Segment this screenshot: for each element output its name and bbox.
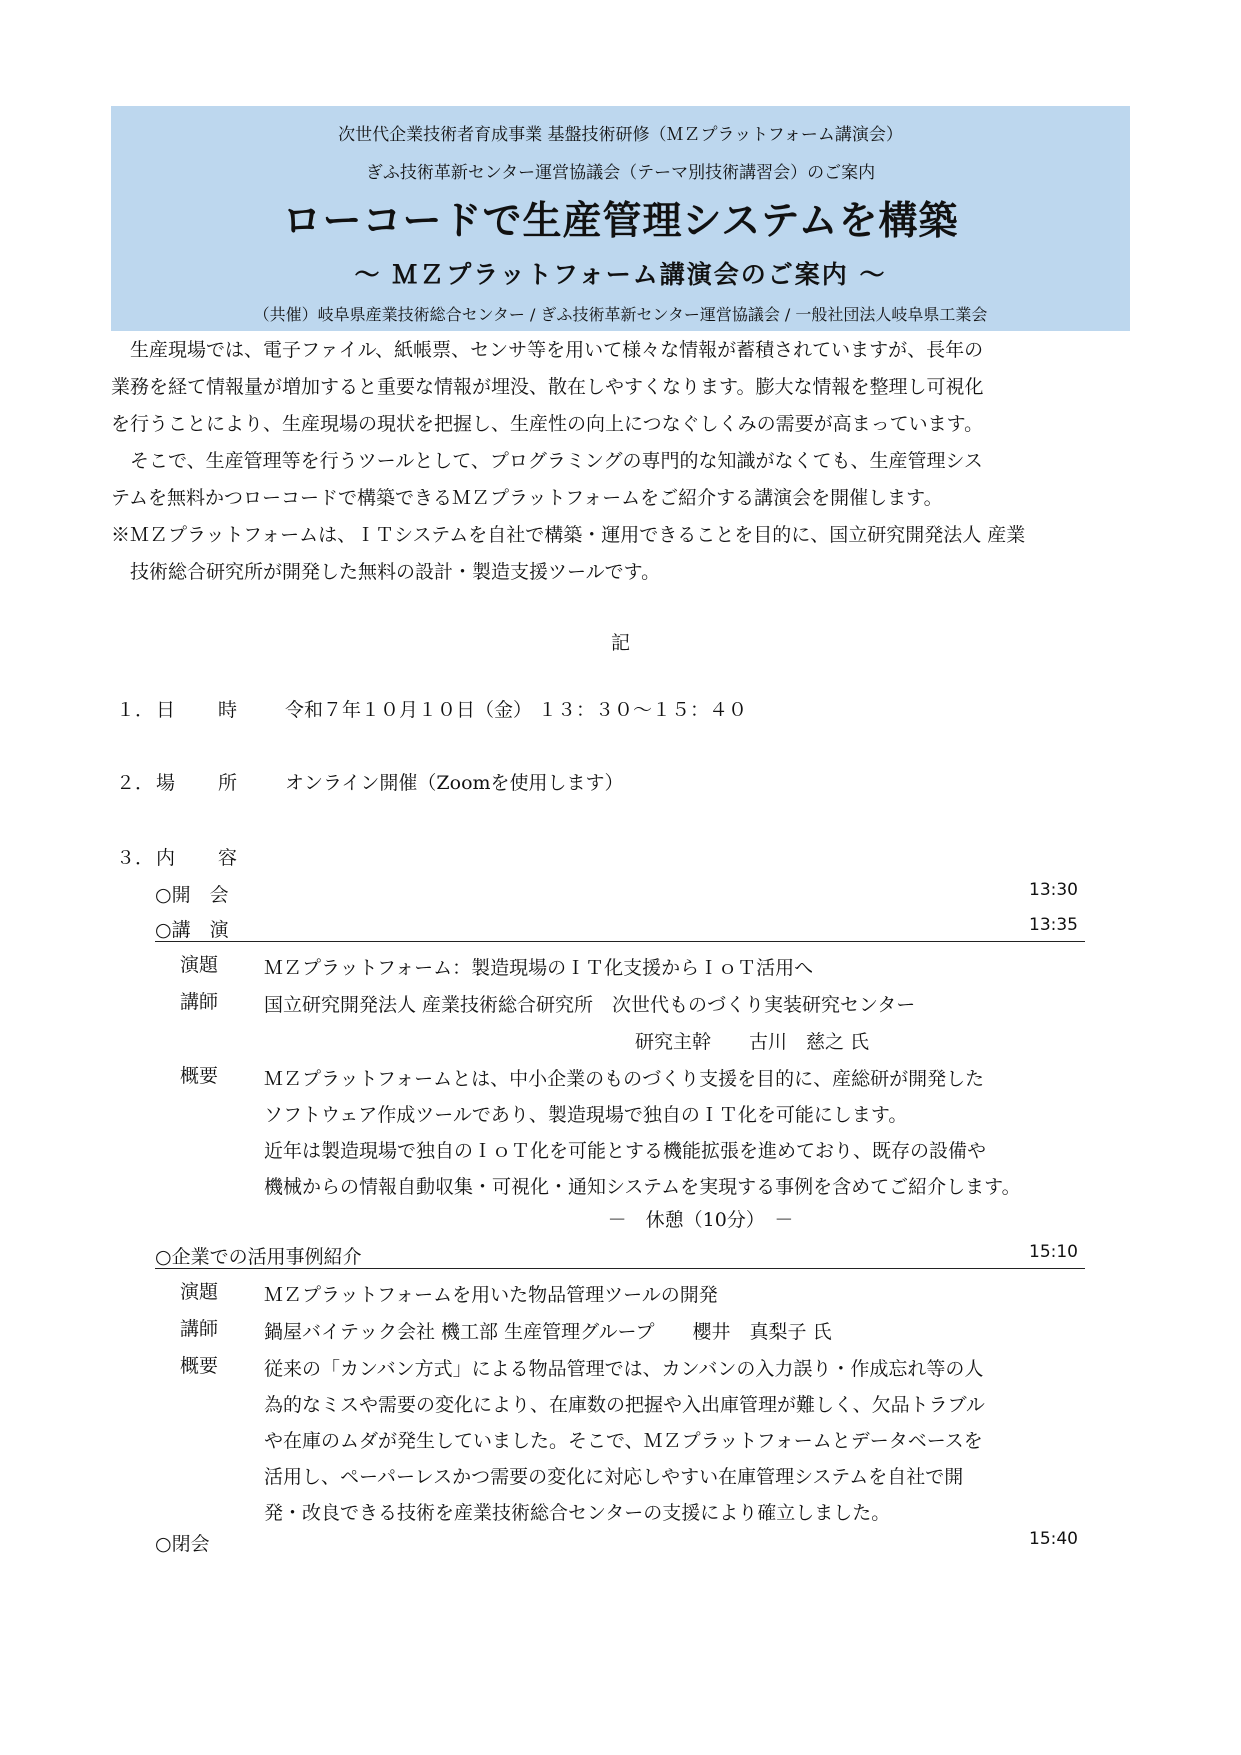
summary-line: 為的なミスや需要の変化により、在庫数の把握や入出庫管理が難しく、欠品トラブル bbox=[264, 1394, 985, 1416]
program-open bbox=[155, 880, 1241, 906]
ki-heading: 記 bbox=[610, 632, 630, 654]
cohost-line: （共催）岐阜県産業技術総合センター / ぎふ技術革新センター運営協議会 / 一般社団法人岐阜県工業会 bbox=[253, 305, 988, 324]
summary-line: ＭＺプラットフォームとは、中小企業のものづくり支援を目的に、産総研が開発した bbox=[264, 1068, 985, 1090]
item-value: 令和７年１０月１０日（金） １３：３０～１５：４０ bbox=[285, 699, 748, 721]
summary-value bbox=[264, 1351, 1104, 1531]
summary-line: 機械からの情報自動収集・可視化・通知システムを実現する事例を含めてご紹介します。 bbox=[264, 1176, 1021, 1198]
item-label bbox=[156, 768, 285, 795]
theme-key: 演題 bbox=[180, 954, 219, 976]
intro-note: ※ＭＺプラットフォームは、ＩＴシステムを自社で構築・運用できることを目的に、国立研究開発法人 産業 bbox=[111, 524, 1026, 546]
label-char: 時 bbox=[218, 699, 238, 721]
intro-note: 技術総合研究所が開発した無料の設計・製造支援ツールです。 bbox=[130, 561, 661, 583]
page-subtitle: ～ ＭＺプラットフォーム講演会のご案内 ～ bbox=[354, 260, 887, 289]
item-place bbox=[116, 768, 624, 795]
item-value: オンライン開催（Zoomを使用します） bbox=[285, 772, 624, 794]
summary-line: 発・改良できる技術を産業技術総合センターの支援により確立しました。 bbox=[264, 1502, 891, 1524]
intro-line: を行うことにより、生産現場の現状を把握し、生産性の向上につなぐしくみの需要が高まっています。 bbox=[111, 413, 984, 435]
program-label: ○講 演 bbox=[155, 919, 229, 941]
summary-key: 概要 bbox=[180, 1355, 219, 1377]
item-label bbox=[156, 695, 285, 722]
summary-line: 近年は製造現場で独自のＩｏＴ化を可能とする機能拡張を進めており、既存の設備や bbox=[264, 1140, 987, 1162]
program-time: 13:35 bbox=[1029, 915, 1078, 935]
summary-value bbox=[264, 1061, 1104, 1205]
page-title: ローコードで生産管理システムを構築 bbox=[282, 199, 959, 244]
intro-text bbox=[111, 332, 1131, 591]
label-char: 所 bbox=[218, 772, 238, 794]
break-label: － 休憩（10分） － bbox=[607, 1209, 794, 1231]
label-char: 容 bbox=[218, 847, 238, 869]
intro-line: 業務を経て情報量が増加すると重要な情報が埋没、散在しやすくなります。膨大な情報を整理し可視化 bbox=[111, 376, 984, 398]
theme-value: ＭＺプラットフォームを用いた物品管理ツールの開発 bbox=[264, 1284, 718, 1306]
header-banner bbox=[111, 106, 1130, 331]
program-time: 13:30 bbox=[1029, 880, 1078, 900]
program-label: ○閉会 bbox=[155, 1533, 210, 1555]
header-program-name: 次世代企業技術者育成事業 基盤技術研修（ＭＺプラットフォーム講演会） bbox=[338, 125, 903, 145]
program-lecture bbox=[155, 915, 1241, 941]
summary-key: 概要 bbox=[180, 1065, 219, 1087]
divider-line bbox=[155, 941, 1085, 942]
speaker-value: 鍋屋バイテック会社 機工部 生産管理グループ 櫻井 真梨子 氏 bbox=[264, 1321, 832, 1343]
item-number: ３． bbox=[116, 847, 155, 869]
speaker-value: 国立研究開発法人 産業技術総合研究所 次世代ものづくり実装研究センター bbox=[264, 994, 916, 1016]
item-number: ２． bbox=[116, 772, 155, 794]
intro-line: そこで、生産管理等を行うツールとして、プログラミングの専門的な知識がなくても、生産管理シス bbox=[130, 450, 983, 472]
summary-line: や在庫のムダが発生していました。そこで、ＭＺプラットフォームとデータベースを bbox=[264, 1430, 983, 1452]
item-content bbox=[116, 843, 285, 870]
intro-line: 生産現場では、電子ファイル、紙帳票、センサ等を用いて様々な情報が蓄積されていますが、長年の bbox=[130, 339, 984, 361]
item-label bbox=[156, 843, 285, 870]
label-char: 場 bbox=[156, 772, 176, 794]
label-char: 内 bbox=[156, 847, 176, 869]
item-number: １． bbox=[116, 699, 155, 721]
intro-line: テムを無料かつローコードで構築できるＭＺプラットフォームをご紹介する講演会を開催します。 bbox=[111, 487, 943, 509]
summary-line: 活用し、ペーパーレスかつ需要の変化に対応しやすい在庫管理システムを自社で開 bbox=[264, 1466, 964, 1488]
divider-line bbox=[155, 1268, 1085, 1269]
program-case bbox=[155, 1242, 1241, 1268]
header-council-notice: ぎふ技術革新センター運営協議会（テーマ別技術講習会）のご案内 bbox=[365, 163, 876, 183]
theme-value: ＭＺプラットフォーム：製造現場のＩＴ化支援からＩｏＴ活用へ bbox=[264, 957, 814, 979]
program-close bbox=[155, 1529, 1241, 1555]
program-label: ○企業での活用事例紹介 bbox=[155, 1246, 362, 1268]
speaker-key: 講師 bbox=[180, 1318, 219, 1340]
theme-key: 演題 bbox=[180, 1281, 219, 1303]
summary-line: 従来の「カンバン方式」による物品管理では、カンバンの入力誤り・作成忘れ等の人 bbox=[264, 1358, 984, 1380]
summary-line: ソフトウェア作成ツールであり、製造現場で独自のＩＴ化を可能にします。 bbox=[264, 1104, 908, 1126]
program-time: 15:40 bbox=[1029, 1529, 1078, 1549]
program-label: ○開 会 bbox=[155, 884, 229, 906]
label-char: 日 bbox=[156, 699, 176, 721]
item-date bbox=[116, 695, 747, 722]
speaker-name: 研究主幹 古川 慈之 氏 bbox=[635, 1031, 870, 1053]
program-time: 15:10 bbox=[1029, 1242, 1078, 1262]
speaker-key: 講師 bbox=[180, 991, 219, 1013]
